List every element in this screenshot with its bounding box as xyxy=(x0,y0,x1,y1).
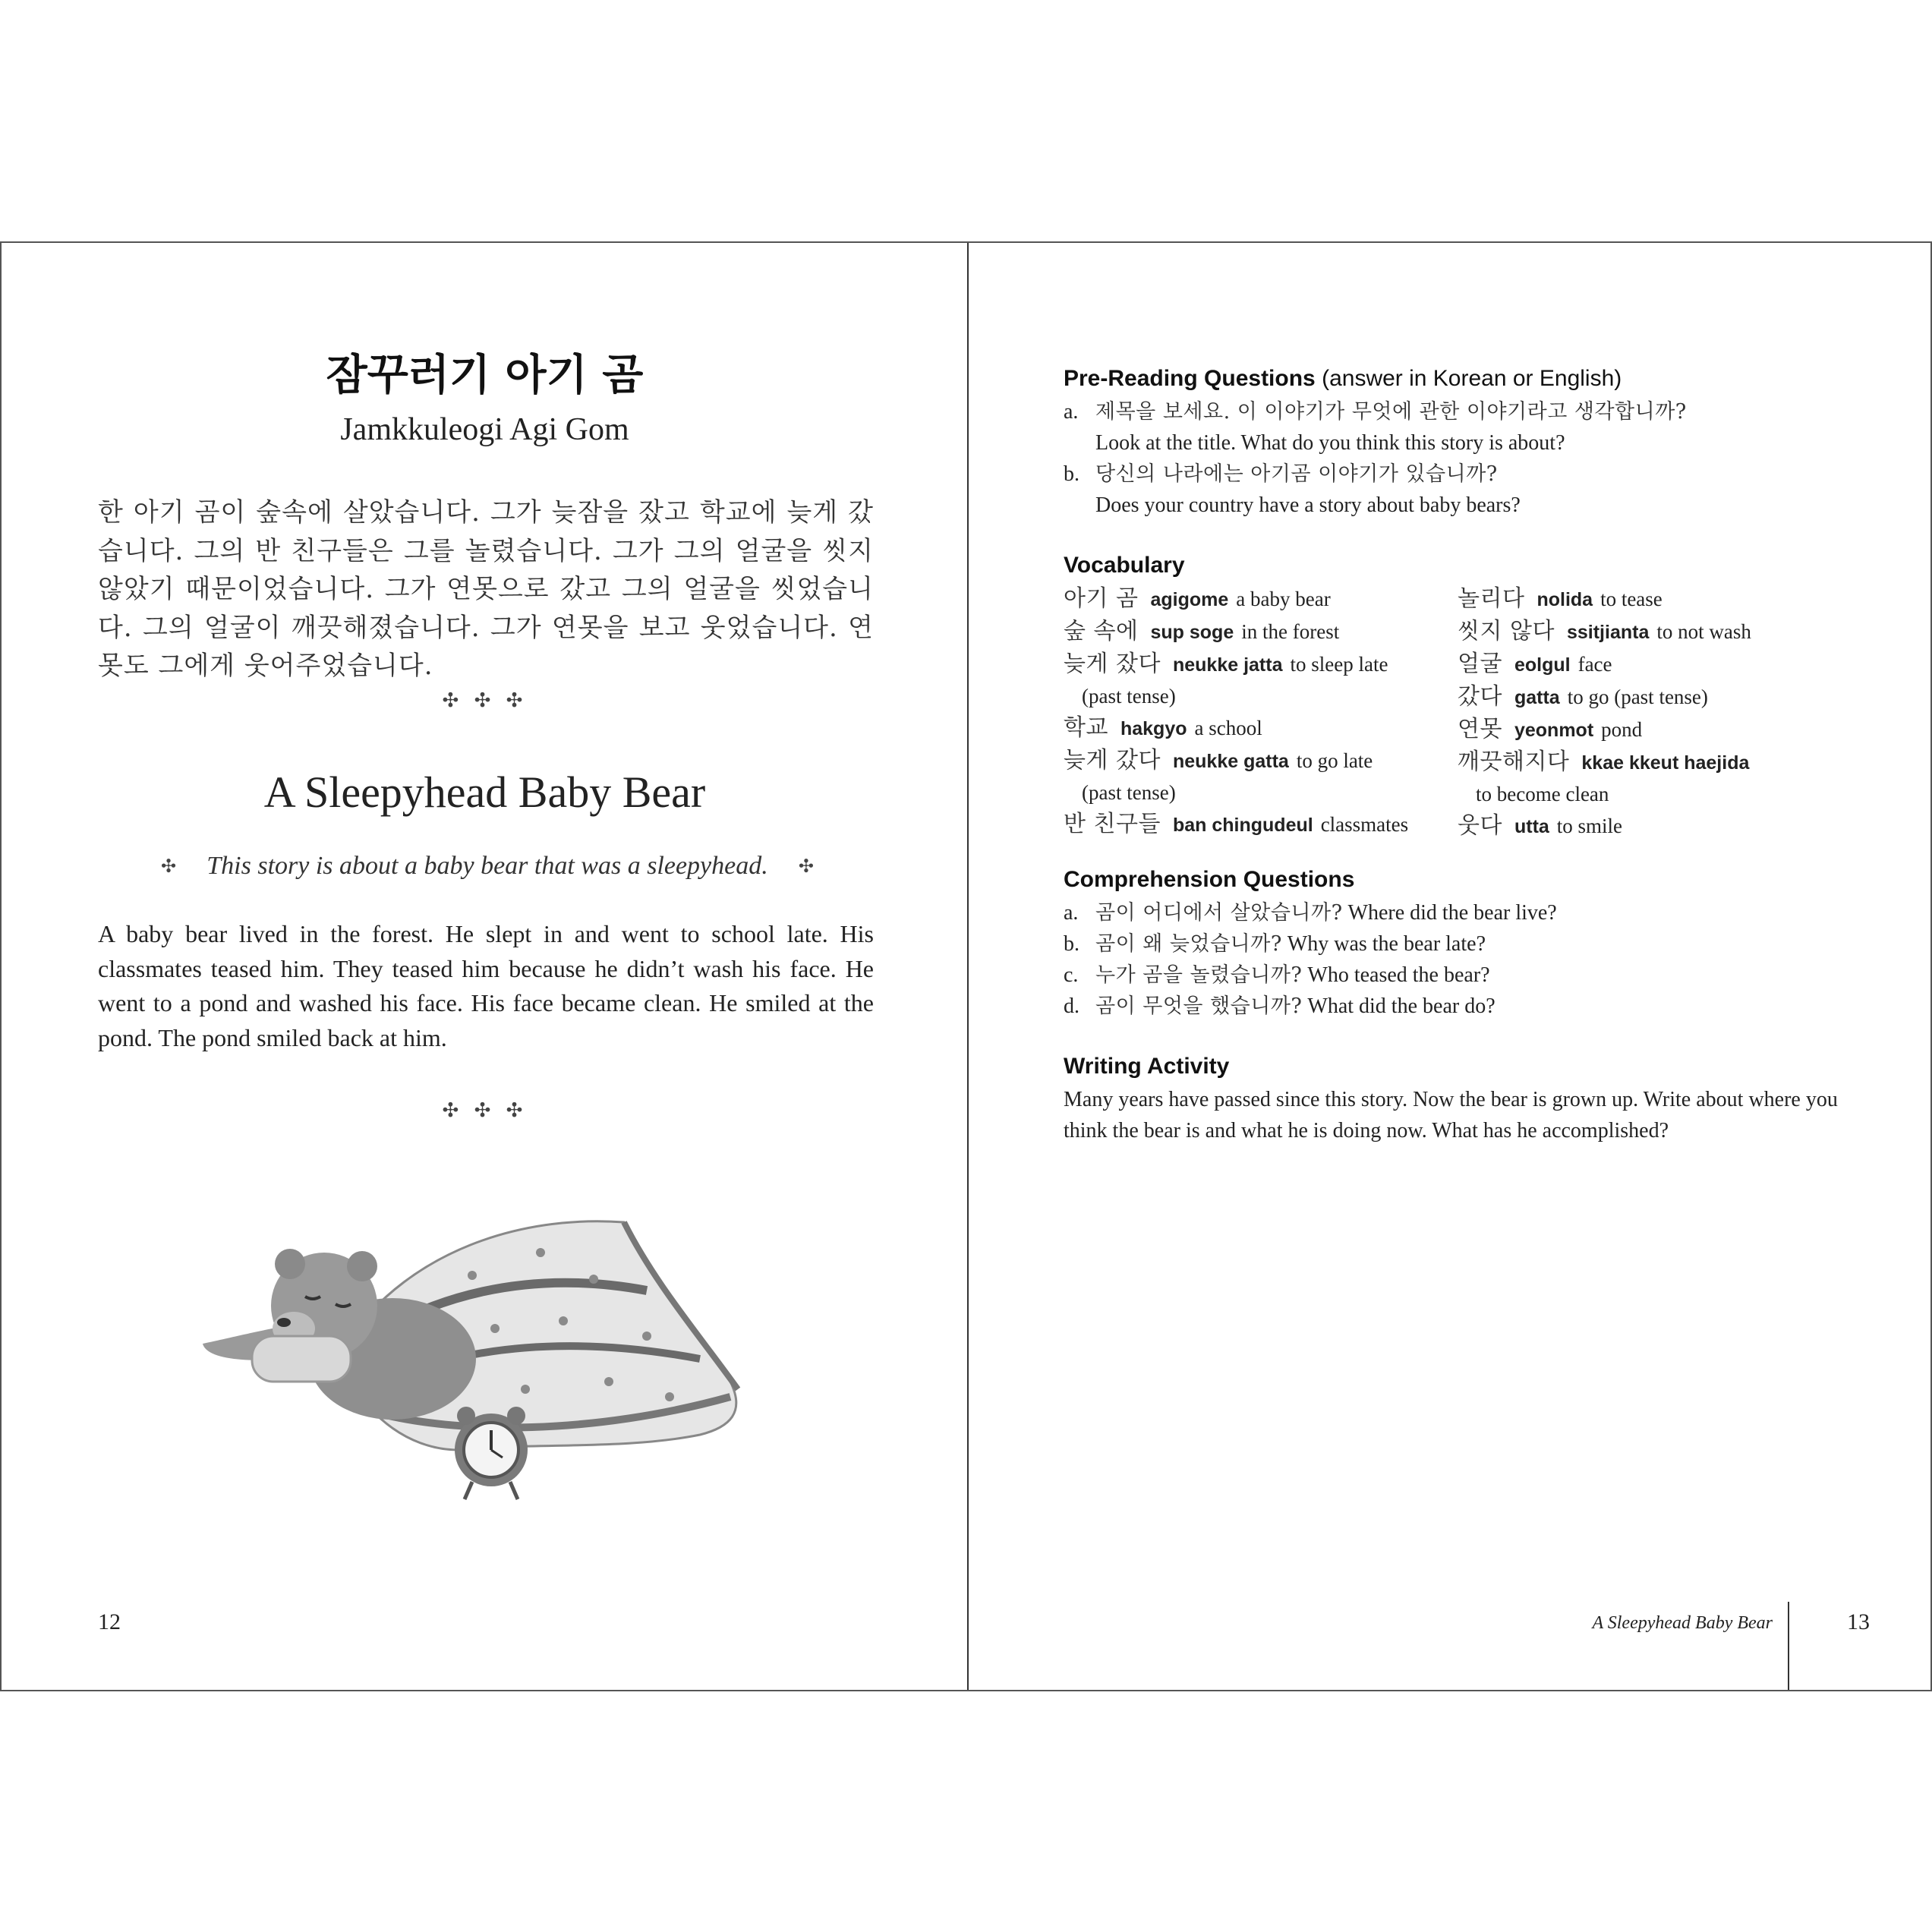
pre-reading-title: Pre-Reading Questions xyxy=(1064,366,1316,391)
vocab-korean: 숲 속에 xyxy=(1064,618,1139,645)
question-letter: a. xyxy=(1064,400,1079,424)
vocab-entry xyxy=(1064,808,1458,841)
vocab-romanization: utta xyxy=(1514,816,1549,837)
vocab-entry xyxy=(1458,648,1807,681)
question-english: Who teased the bear? xyxy=(1307,963,1490,987)
comprehension-list xyxy=(1064,897,1883,1022)
vocab-romanization: kkae kkeut haejida xyxy=(1581,752,1750,774)
ornament-divider-icon: ✣ ✣ ✣ xyxy=(442,689,528,712)
story-subtitle: This story is about a baby bear that was a sleepyhead. xyxy=(206,852,768,880)
vocab-meaning: to tease xyxy=(1600,588,1663,610)
vocab-meaning: to not wash xyxy=(1656,620,1751,643)
pre-reading-question xyxy=(1064,459,1883,521)
sleeping-bear-illustration xyxy=(199,1207,783,1503)
vocab-korean: 놀리다 xyxy=(1458,585,1525,612)
running-footer-title: A Sleepyhead Baby Bear xyxy=(1592,1613,1773,1633)
footer-divider xyxy=(1788,1602,1789,1690)
vocab-meaning: face xyxy=(1577,653,1612,676)
comprehension-heading: Comprehension Questions xyxy=(1064,867,1355,892)
vocab-meaning: to smile xyxy=(1556,815,1623,837)
vocab-entry xyxy=(1064,745,1458,777)
vocab-continuation: (past tense) xyxy=(1082,685,1176,708)
vocab-korean: 갔다 xyxy=(1458,683,1502,710)
vocab-korean: 얼굴 xyxy=(1458,651,1502,677)
vocabulary-heading: Vocabulary xyxy=(1064,553,1185,578)
question-korean: 제목을 보세요. 이 이야기가 무엇에 관한 이야기라고 생각합니까? xyxy=(1095,400,1687,424)
vocab-entry xyxy=(1458,583,1807,616)
english-title: A Sleepyhead Baby Bear xyxy=(263,767,706,817)
right-page xyxy=(967,243,1932,1690)
question-english: Why was the bear late? xyxy=(1287,932,1486,956)
story-subtitle-row xyxy=(161,852,814,881)
vocab-entry xyxy=(1458,746,1807,779)
page-number: 13 xyxy=(1847,1609,1870,1634)
question-english: What did the bear do? xyxy=(1307,994,1495,1018)
vocab-continuation: (past tense) xyxy=(1082,781,1176,804)
vocab-romanization: sup soge xyxy=(1150,622,1234,643)
ornament-divider-icon: ✣ ✣ ✣ xyxy=(442,1099,528,1122)
vocab-romanization: nolida xyxy=(1536,589,1593,610)
vocab-korean: 늦게 잤다 xyxy=(1064,651,1161,677)
korean-story-text: 한 아기 곰이 숲속에 살았습니다. 그가 늦잠을 잤고 학교에 늦게 갔습니다. 그의 반 친구들은 그를 놀렸습니다. 그가 그의 얼굴을 씻지 않았기 때문이었습니다. 그가 연못으로 갔고 그의 얼굴을 씻었습니다. 그의 얼굴이 깨끗해졌습니다. 그가 연못을 보고 웃었습니다. 연못도 그에게 웃어주었습니다. xyxy=(98,497,874,681)
vocab-romanization: ban chingudeul xyxy=(1172,815,1313,836)
question-letter: a. xyxy=(1064,901,1079,925)
question-letter: b. xyxy=(1064,462,1079,486)
vocabulary-column-2 xyxy=(1458,583,1807,843)
page-number: 12 xyxy=(98,1609,121,1634)
vocab-korean: 아기 곰 xyxy=(1064,585,1139,612)
vocab-romanization: agigome xyxy=(1150,589,1229,610)
ornament-icon: ✣ xyxy=(161,856,177,877)
writing-activity-text: Many years have passed since this story. Now the bear is grown up. Write about where you think the bear is and what he is doing now. What has he accomplished? xyxy=(1064,1088,1838,1142)
english-story-text: A baby bear lived in the forest. He slept in and went to school late. His classmates teased him. They teased him because he didn’t wash his face. He went to a pond and washed his face. His face became clean. He smiled at the pond. The pond smiled back at him. xyxy=(98,920,874,1051)
vocab-romanization: hakgyo xyxy=(1120,718,1187,739)
pre-reading-list xyxy=(1064,396,1883,521)
vocab-entry xyxy=(1458,681,1807,714)
question-english: Where did the bear live? xyxy=(1347,901,1557,925)
comprehension-question xyxy=(1064,928,1883,960)
comprehension-question xyxy=(1064,960,1883,991)
vocab-meaning: to go late xyxy=(1296,749,1373,772)
vocab-meaning: a baby bear xyxy=(1236,588,1331,610)
question-english: Does your country have a story about baby bears? xyxy=(1095,493,1521,517)
vocab-entry xyxy=(1064,616,1458,648)
vocab-meaning: pond xyxy=(1601,718,1643,741)
vocab-korean: 깨끗해지다 xyxy=(1458,749,1570,775)
left-page xyxy=(0,243,966,1690)
vocab-romanization: neukke gatta xyxy=(1172,751,1289,772)
vocab-korean: 반 친구들 xyxy=(1064,811,1161,837)
question-korean: 누가 곰을 놀렸습니까? xyxy=(1095,963,1303,987)
vocab-korean: 웃다 xyxy=(1458,812,1502,839)
vocabulary-column-1 xyxy=(1064,583,1458,841)
question-korean: 당신의 나라에는 아기곰 이야기가 있습니까? xyxy=(1095,462,1498,486)
question-korean: 곰이 어디에서 살았습니까? xyxy=(1095,901,1343,925)
question-korean: 곰이 무엇을 했습니까? xyxy=(1095,994,1303,1018)
vocab-romanization: neukke jatta xyxy=(1172,654,1283,676)
vocab-korean: 학교 xyxy=(1064,714,1108,741)
vocab-meaning: to go (past tense) xyxy=(1567,685,1708,708)
writing-activity-heading: Writing Activity xyxy=(1064,1054,1230,1079)
vocab-entry xyxy=(1458,810,1807,843)
vocab-meaning: to sleep late xyxy=(1290,653,1388,676)
vocab-korean: 연못 xyxy=(1458,716,1502,742)
pre-reading-note: (answer in Korean or English) xyxy=(1322,366,1622,391)
romanized-title: Jamkkuleogi Agi Gom xyxy=(340,412,629,447)
vocab-entry xyxy=(1064,712,1458,745)
question-letter: b. xyxy=(1064,932,1079,956)
vocab-continuation: to become clean xyxy=(1476,783,1609,805)
vocab-entry xyxy=(1064,583,1458,616)
question-english: Look at the title. What do you think this story is about? xyxy=(1095,431,1565,455)
vocab-korean: 늦게 갔다 xyxy=(1064,747,1161,774)
korean-title: 잠꾸러기 아기 곰 xyxy=(326,351,644,400)
question-korean: 곰이 왜 늦었습니까? xyxy=(1095,932,1282,956)
vocab-entry xyxy=(1064,648,1458,681)
vocab-romanization: yeonmot xyxy=(1514,720,1594,741)
vocab-romanization: gatta xyxy=(1514,687,1560,708)
pre-reading-heading xyxy=(1064,366,1622,392)
question-letter: d. xyxy=(1064,994,1079,1018)
pre-reading-question xyxy=(1064,396,1883,459)
vocab-meaning: in the forest xyxy=(1241,620,1340,643)
book-spread xyxy=(0,241,1932,1691)
vocab-entry xyxy=(1458,616,1807,648)
vocab-entry xyxy=(1458,714,1807,746)
comprehension-question xyxy=(1064,991,1883,1022)
vocab-meaning: classmates xyxy=(1320,813,1409,836)
vocab-meaning: a school xyxy=(1194,717,1262,739)
comprehension-question xyxy=(1064,897,1883,928)
ornament-icon: ✣ xyxy=(798,856,814,877)
question-letter: c. xyxy=(1064,963,1079,987)
vocab-korean: 씻지 않다 xyxy=(1458,618,1555,645)
vocab-romanization: eolgul xyxy=(1514,654,1571,676)
vocab-romanization: ssitjianta xyxy=(1566,622,1650,643)
